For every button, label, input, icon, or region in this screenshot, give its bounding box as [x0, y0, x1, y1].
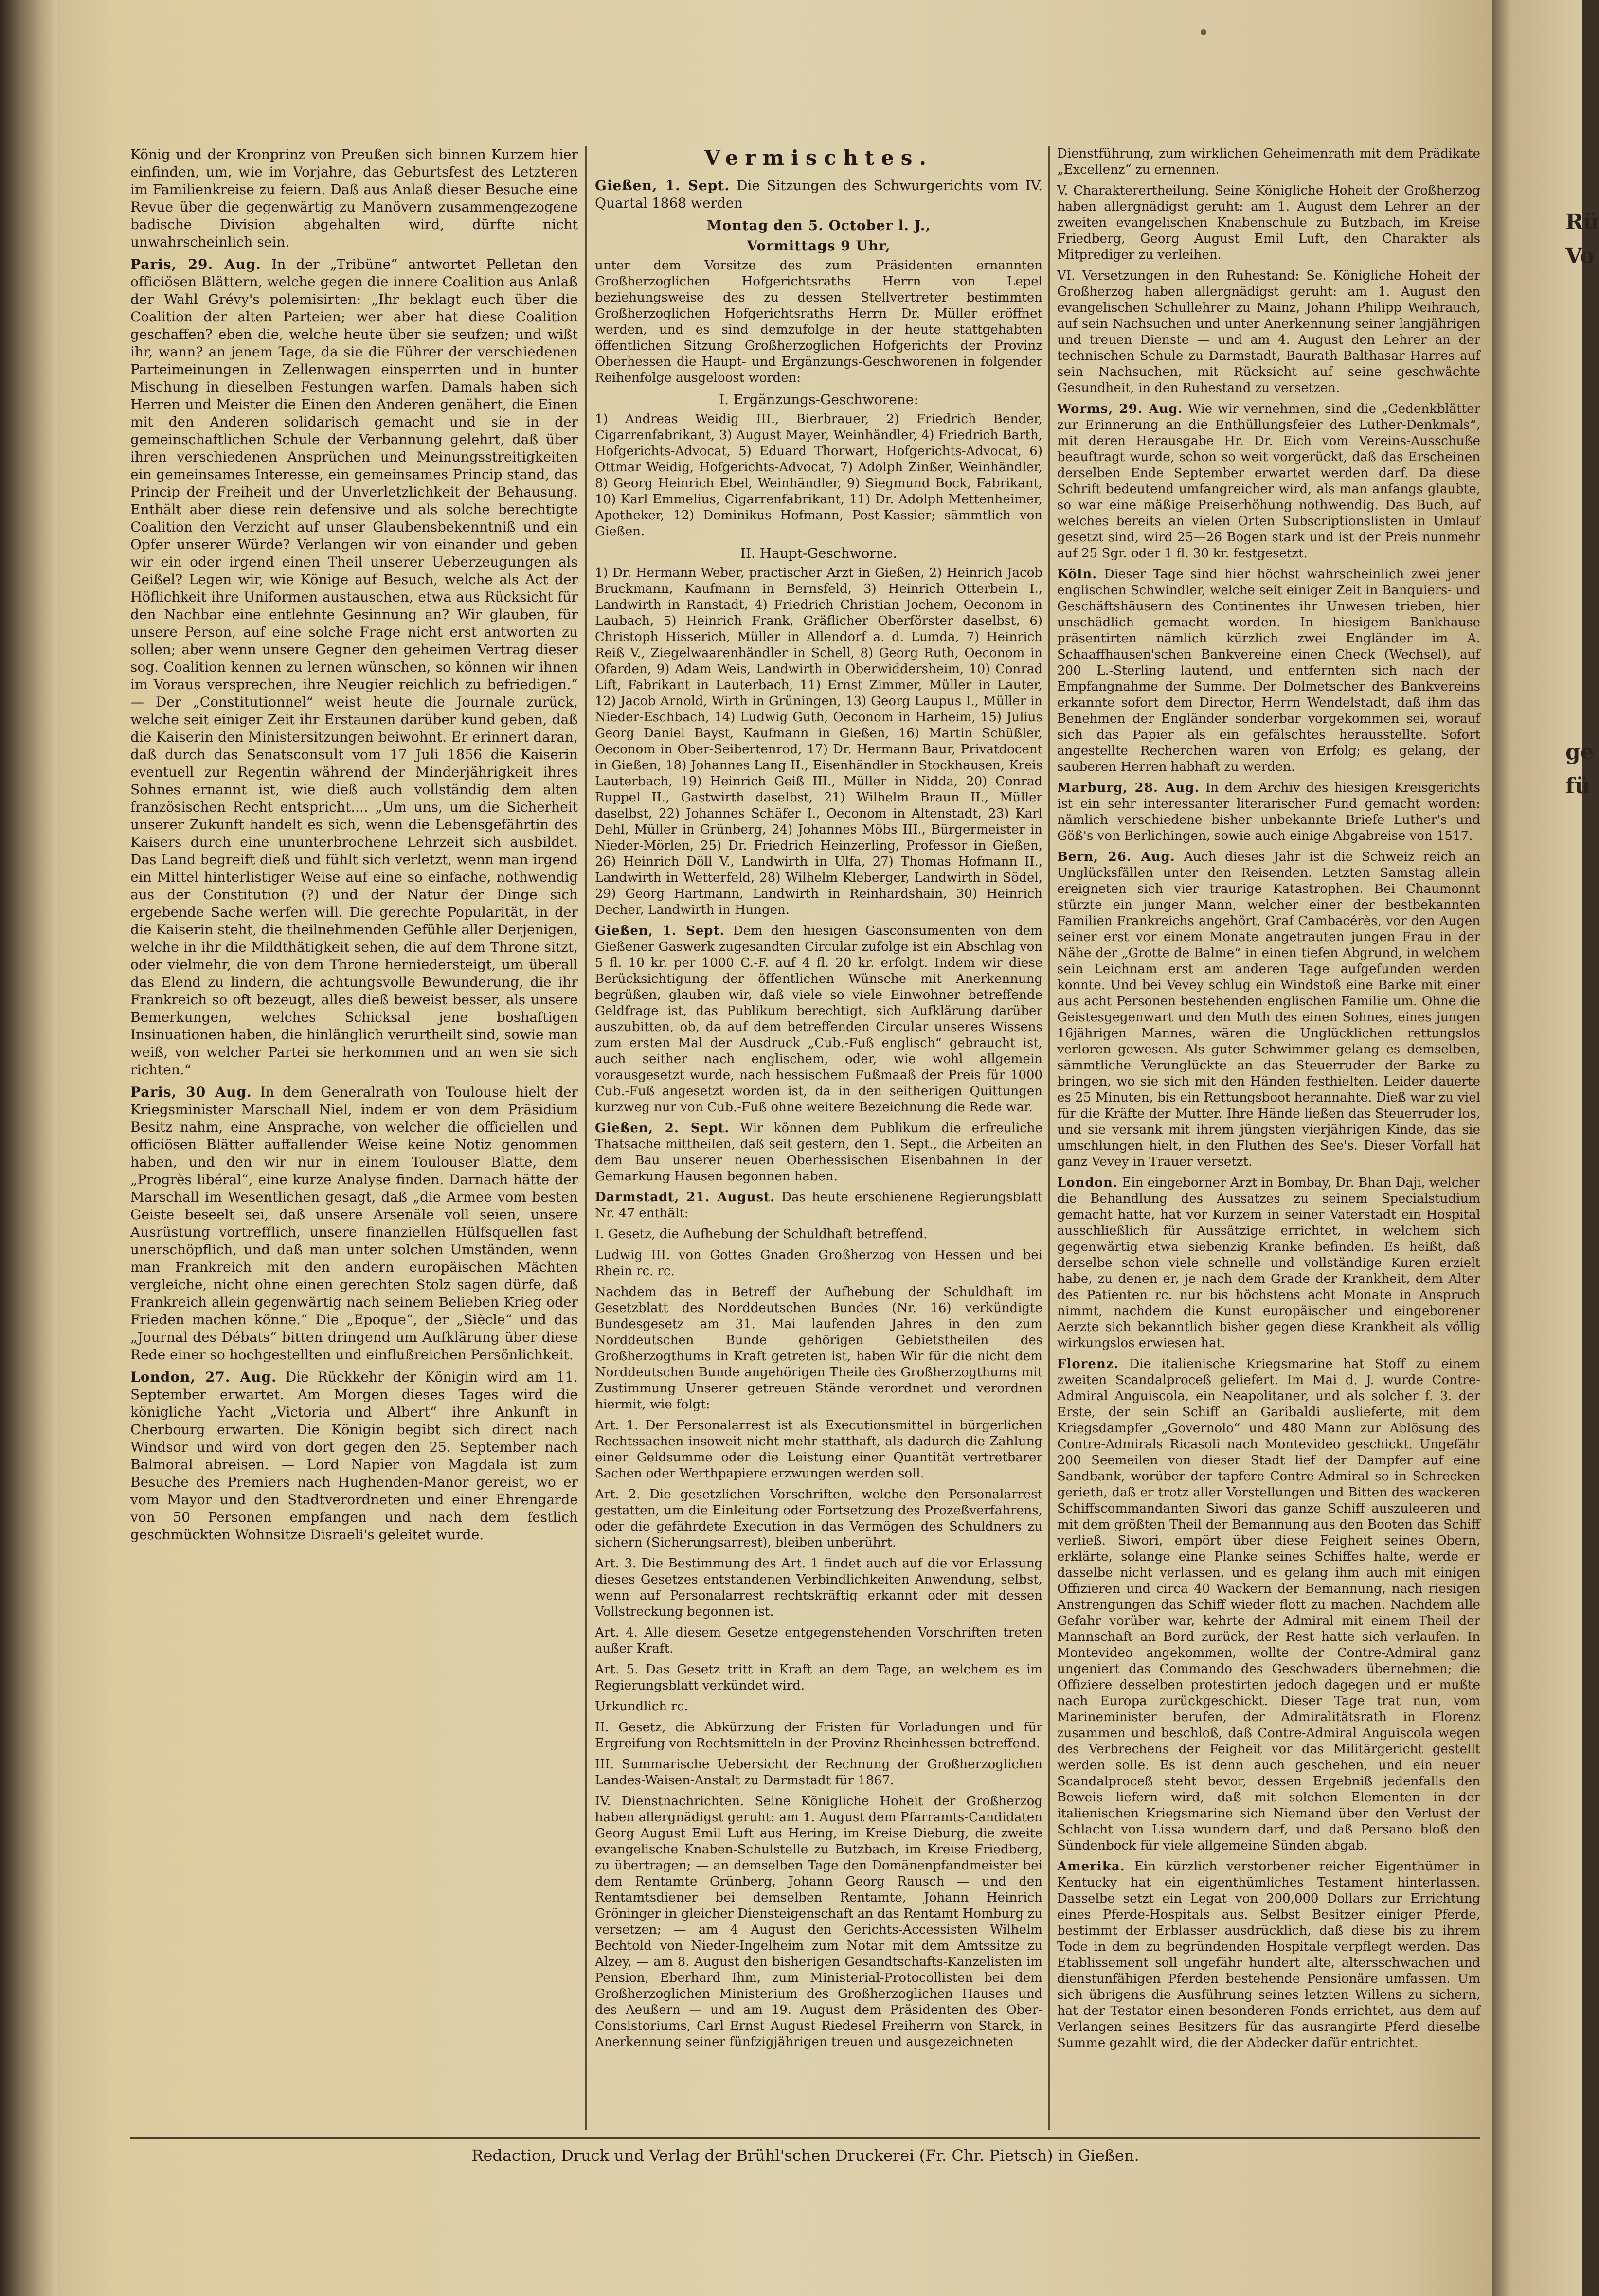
article-dateline: Gießen, 1. Sept. — [595, 178, 730, 194]
article-dateline: Paris, 30 Aug. — [130, 1084, 252, 1100]
column-divider — [1048, 146, 1050, 2130]
article-text: Die Sitzungen des Schwurgerichts vom IV. Quartal 1868 werden — [595, 178, 1043, 211]
article-paragraph — [130, 1084, 578, 1364]
article-paragraph — [595, 923, 1042, 1116]
article-text: König und der Kronprinz von Preußen sich binnen Kurzem hier einfinden, um, wie im Vorjahre, das Geburtsfest des Letzteren im Familienkreise zu feiern. Daß aus Anlaß dieser Besuche eine Revue über die gegenwärtig zu Manövern zusammengezogene badische Division abgehalten wird, dürfte nicht unwahrscheinlich sein. — [130, 146, 578, 250]
article-dateline: Florenz. — [1057, 1357, 1119, 1371]
article-text: Ein eingeborner Arzt in Bombay, Dr. Bhan Daji, welcher die Behandlung des Aussatzes zu seinem Specialstudium gemacht hatte, hat vor Kurzem in seiner Vaterstadt ein Hospital ausschließlich für Aussätzige errichtet, in welchem sich gegenwärtig etwa siebenzig Kranke befinden. Es heißt, daß derselbe schon viele schnelle und vollständige Kuren erzielt habe, zu denen er, je nach dem Grade der Krankheit, dem Alter des Patienten rc. nur bis höchstens acht Monate in Anspruch nimmt, nachdem die Kunst europäischer und eingeborener Aerzte sich bekanntlich bisher gegen diese Krankheit als völlig wirkungslos erwiesen hat. — [1057, 1175, 1480, 1351]
article-text: In dem Archiv des hiesigen Kreisgerichts ist ein sehr interessanter literarischer Fund gemacht worden: nämlich verschiedene bisher unbekannte Briefe Luther's und Göß's von Berlichingen, sowie auch einige Abgabreise von 1517. — [1057, 781, 1481, 843]
law-item: IV. Dienstnachrichten. Seine Königliche Hoheit der Großherzog haben allergnädigst geruht: am 1. August dem Pfarramts-Candidaten Georg August Emil Luft aus Hering, im Kreise Dieburg, die zweite evangelische Knaben-Schulstelle zu Butzbach, im Kreise Friedberg, zu übertragen; — an demselben Tage den Domänenpfandmeister bei dem Rentamte Grünberg, Johann Georg Rausch — und den Rentamtsdiener bei demselben Rentamte, Johann Heinrich Gröninger in gleicher Diensteigenschaft an das Rentamt Homburg zu versetzen; — am 4 August den Gerichts-Accessisten Wilhelm Bechtold von Nieder-Ingelheim zum Notar mit dem Amtssitze zu Alzey, — am 8. August den bisherigen Gesandtschafts-Kanzelisten im Pension, Eberhard Ihm, zum Ministerial-Protocollisten bei dem Großherzoglichen Ministerium des Großherzoglichen Hauses und des Aeußern — und am 19. August dem Präsidenten des Ober-Consistoriums, Carl Ernst August Riedesel Freiherrn von Starck, in Anerkennung seiner fünfzigjährigen treuen und ausgezeichneten — [595, 1794, 1042, 2049]
edge-fragment: ge — [1565, 740, 1594, 765]
article-text: Auch dieses Jahr ist die Schweiz reich an Unglücksfällen unter den Reisenden. Letzten Samstag allein ereigneten sich vier traurige Katastrophen. Bei Chaumonnt stürzte ein junger Mann, welcher einer der bestbekannten Familien Frankreichs angehört, Graf Cambacérès, vor den Augen seiner erst vor einem Monate angetrauten jungen Frau in der Nähe der „Grotte de Balme“ in einen tiefen Abgrund, in welchem sein Leichnam erst am anderen Tage aufgefunden werden konnte. Und bei Vevey schlug ein Windstoß eine Barke mit einer aus acht Personen bestehenden englischen Familie um. Ohne die Geistesgegenwart und den Muth des einen Sohnes, eines jungen 16jährigen Mannes, wären die Unglücklichen rettungslos verloren gewesen. Als guter Schwimmer gelang es demselben, sämmtliche Verunglückte an das Steuerruder der Barke zu bringen, wo sie sich mit den Händen festhielten. Leider dauerte es 25 Minuten, bis ein Rettungsboot herannahte. Dieß war zu viel für die Kräfte der Mutter. Ihre Hände ließen das Steuerruder los, und sie versank mit ihrem jüngsten vierjährigen Kinde, das sie umschlungen hielt, in den Fluthen des See's. Dieser Vorfall hat ganz Vevey in Trauer versetzt. — [1057, 850, 1480, 1169]
article-paragraph — [1057, 567, 1480, 775]
article-paragraph — [130, 256, 578, 1079]
juror-list: 1) Dr. Hermann Weber, practischer Arzt in Gießen, 2) Heinrich Jacob Bruckmann, Kaufmann in Bernsfeld, 3) Heinrich Otterbein I., Landwirth in Ranstadt, 4) Friedrich Christian Jochem, Oeconom in Laubach, 5) Heinrich Frank, Gräflicher Oberförster daselbst, 6) Christoph Hisserich, Müller in Allendorf a. d. Lumda, 7) Heinrich Reiß V., Ziegelwaarenhändler in Schell, 8) Georg Ruth, Oeconom in Ofarden, 9) Adam Weis, Landwirth in Oberwiddersheim, 10) Conrad Lift, Fabrikant in Lauterbach, 11) Ernst Zimmer, Müller in Lauter, 12) Jacob Arnold, Wirth in Grüningen, 13) Georg Laupus I., Müller in Nieder-Eschbach, 14) Ludwig Guth, Oeconom in Harheim, 15) Julius Georg Daniel Bayst, Kaufmann in Gießen, 16) Martin Schüßler, Oeconom in Ober-Seibertenrod, 17) Dr. Hermann Baur, Privatdocent in Gießen, 18) Johannes Lang II., Eisenhändler in Stockhausen, Kreis Lauterbach, 19) Heinrich Geiß III., Müller in Nidda, 20) Conrad Ruppel II., Gastwirth daselbst, 21) Wilhelm Braun II., Müller daselbst, 22) Johannes Schäfer I., Oeconom in Altenstadt, 23) Karl Dehl, Müller in Grünberg, 24) Johannes Möbs III., Bürgermeister in Nieder-Mörlen, 25) Dr. Friedrich Heinzerling, Professor in Gießen, 26) Heinrich Döll V., Landwirth in Ulfa, 27) Thomas Hofmann II., Landwirth in Wetterfeld, 28) Wilhelm Kleberger, Landwirth in Södel, 29) Georg Hartmann, Landwirth in Reinhardshain, 30) Heinrich Decher, Landwirth in Hungen. — [595, 566, 1042, 917]
article-text: Wir können dem Publikum die erfreuliche Thatsache mittheilen, daß seit gestern, den 1. Sept., die Arbeiten an dem Bau unserer neuen Oberhessischen Eisenbahnen in der Gemarkung Hausen begonnen haben. — [595, 1121, 1042, 1184]
article-dateline: Paris, 29. Aug. — [130, 256, 261, 272]
article-dateline: Bern, 26. Aug. — [1057, 850, 1175, 864]
article-dateline: London. — [1057, 1175, 1118, 1190]
column-3 — [1057, 146, 1480, 2130]
article-text: In der „Tribüne“ antwortet Pelletan den officiösen Blättern, welche gegen die innere Coalition aus Anlaß der Wahl Grévy's polemisirten: „Ihr beklagt euch über die Coalition der alten Parteien; wer aber hat diese Coalition geschaffen? eben die, welche heute über sie seufzen; und wißt ihr, wann? an jenem Tage, da sie die Führer der verschiedenen Parteimeinungen in Zellenwagen einsperrten und in bunter Mischung in dieselben Festungen warfen. Damals haben sich Herren und Meister die Einen den Anderen genähert, die Einen mit den Anderen solidarisch gemacht und sie in der gemeinschaftlichen Schule der Verbannung gelehrt, daß über ihren verschiedenen Ansprüchen und Meinungsstreitigkeiten ein gemeinsames Interesse, ein gemeinsames Princip stand, das Princip der Freiheit und der Unverletzlichkeit der Behausung. Enthält aber diese rein defensive und als solche berechtigte Coalition den Verzicht auf unser Glaubensbekenntniß und ein Opfer unserer Würde? Verlangen wir von einander und geben wir ein oder irgend einen Theil unserer Ueberzeugungen als Geißel? Legen wir, wie Könige auf Besuch, welche als Act der Höflichkeit ihre Uniformen austauschen, etwa aus Rücksicht für den Nachbar eine entlehnte Gesinnung an? Wir glauben, für unsere Person, auf eine solche Frage nicht erst antworten zu sollen; aber wenn unsere Gegner den geheimen Vertrag dieser sog. Coalition kennen zu lernen wünschen, so können wir ihnen im Voraus versprechen, ihre Neugier reichlich zu befriedigen.“ — Der „Constitutionnel“ weist heute die Journale zurück, welche seit einiger Zeit ihr Erstaunen darüber kund geben, daß die Kaiserin den Ministersitzungen beiwohnt. Er erinnert daran, daß durch das Senatsconsult vom 17 Juli 1856 die Kaiserin eventuell zur Regentin während der Minderjährigkeit ihres Sohnes ernannt ist, wie dieß auch vollständig dem alten französischen Recht entspricht.... „Um uns, um die Sicherheit unserer Zukunft handelt es sich, wenn die Lebensgefährtin des Kaisers durch eine ununterbrochene Lehrzeit sich ausbildet. Das Land begreift dieß und fühlt sich verletzt, wenn man irgend ein Mittel hinterlistiger Weise auf eine so einfache, nothwendig aus der Constitution (?) und der Natur der Dinge sich ergebende Sache werfen will. Die gerechte Popularität, in der die Kaiserin steht, die theilnehmenden Gefühle aller Derjenigen, welche in ihr die Mildthätigkeit sehen, die auf dem Throne sitzt, oder vielmehr, die von dem Throne herniedersteigt, um überall das Elend zu lindern, die achtungsvolle Bewunderung, die ihr Frankreich so oft bezeugt, alles dieß beweist besser, als unsere Bemerkungen, welches Schicksal jene boshaftigen Insinuationen haben, die hinlänglich verurtheilt sind, sowie man weiß, von welcher Partei sie herkommen und an wen sie sich richten.“ — [130, 256, 578, 1078]
article-text: Die italienische Kriegsmarine hat Stoff zu einem zweiten Scandalproceß geliefert. Im Mai d. J. wurde Contre-Admiral Anguiscola, ein Neapolitaner, und als solcher f. 3. der Erste, der sein Schiff an Garibaldi auslieferte, mit dem Kriegsdampfer „Governolo“ und 480 Mann zur Ablösung des Contre-Admirals Ricasoli nach Montevideo geschickt. Ungefähr 200 Seemeilen von dieser Stadt lief der Dampfer auf eine Sandbank, worüber der tapfere Contre-Admiral so in Schrecken gerieth, daß er trotz aller Vorstellungen und Bitten des wackeren Schiffscommandanten Siwori das ganze Schiff auszuleeren und mit dem größten Theil der Bemannung aus den Booten das Schiff verließ. Siwori, empört über diese Feigheit seines Obern, erklärte, solange eine Planke seines Schiffes halte, werde er dasselbe nicht verlassen, und es gelang ihm auch mit einigen Offizieren und circa 40 Wackern der Bemannung, nach riesigen Anstrengungen das Schiff wieder flott zu machen. Nachdem alle Gefahr vorüber war, kehrte der Admiral mit einem Theil der Mannschaft an Bord zurück, der Rest hatte sich verlaufen. In Montevideo angekommen, wollte der Contre-Admiral ganz ungeniert das Commando des Geschwaders übernehmen; die Offiziere desselben protestirten jedoch dagegen und er mußte nach Europa zurückgeschickt. Dieser Tage trat nun, vom Marineminister berufen, der Admiralitätsrath in Florenz zusammen und beschloß, daß Contre-Admiral Anguiscola wegen des Verbrechens der Feigheit vor das Militärgericht gestellt werden solle. Es ist denn auch geschehen, und ein neuer Scandalproceß steht bevor, dessen Ergebniß jedenfalls den Beweis liefern wird, daß mit solchen Elementen in der italienischen Kriegsmarine sich Niemand über den Verlust der Schlacht von Lissa wundern darf, und daß Persano bloß den Sündenbock für viele allgemeine Sünden abgab. — [1057, 1357, 1480, 1853]
imprint-footer: Redaction, Druck und Verlag der Brühl'schen Druckerei (Fr. Chr. Pietsch) in Gießen. — [471, 2146, 1139, 2165]
book-spine — [0, 0, 57, 2296]
article-text: Wie wir vernehmen, sind die „Gedenkblätter zur Erinnerung an die Enthüllungsfeier des Luther-Denkmals“, mit deren Herausgabe Hr. Dr. Eich vom Vereins-Ausschuße beauftragt wurde, schon so weit vorgerückt, daß das Erscheinen derselben Ende September erwartet werden darf. Da diese Schrift bedeutend umfangreicher wird, als man anfangs glaubte, so war eine mäßige Preiserhöhung nothwendig. Das Buch, auf welches bereits an vielen Orten Subscriptionslisten in Umlauf gesetzt sind, wird 25—26 Bogen stark und ist der Preis nunmehr auf 25 Sgr. oder 1 fl. 30 kr. festgesetzt. — [1057, 402, 1480, 561]
article-paragraph — [1057, 268, 1480, 396]
law-item: II. Gesetz, die Abkürzung der Fristen für Vorladungen und für Ergreifung von Rechtsmitteln in der Provinz Rheinhessen betreffend. — [595, 1720, 1042, 1751]
law-article: Art. 5. Das Gesetz tritt in Kraft an dem Tage, an welchem es im Regierungsblatt verkündet wird. — [595, 1662, 1042, 1693]
article-paragraph — [1057, 183, 1480, 263]
footer-divider — [130, 2137, 1480, 2139]
article-paragraph — [130, 1369, 578, 1544]
law-preamble: Nachdem das in Betreff der Aufhebung der Schuldhaft im Gesetzblatt des Norddeutschen Bundes (Nr. 16) verkündigte Bundesgesetz am 31. Mai laufenden Jahres in den zum Norddeutschen Bunde gehörigen Gebietstheilen des Großherzogthums in Kraft getreten ist, haben Wir für die nicht dem Norddeutschen Bunde angehörigen Theile des Großherzogthums mit Zustimmung Unserer getreuen Stände verordnet und verordnen hiermit, wie folgt: — [595, 1285, 1042, 1412]
section-title: Vermischtes. — [704, 146, 934, 170]
article-dateline: Gießen, 2. Sept. — [595, 1121, 730, 1136]
ink-dot — [1201, 29, 1206, 35]
adjacent-page-edge — [1492, 0, 1599, 2296]
session-time: Vormittags 9 Uhr, — [747, 238, 891, 254]
law-article: Art. 2. Die gesetzlichen Vorschriften, welche den Personalarrest gestatten, um die Einleitung oder Fortsetzung des Prozeßverfahrens, oder die gefährdete Execution in das Vermögen des Schuldners zu sichern (Sicherungsarrest), bleiben unberührt. — [595, 1487, 1042, 1550]
law-item: I. Gesetz, die Aufhebung der Schuldhaft betreffend. — [595, 1227, 928, 1242]
article-text: Dieser Tage sind hier höchst wahrscheinlich zwei jener englischen Schwindler, welche seit einiger Zeit in Banquiers- und Geschäftshäusern des Continentes ihr Unwesen trieben, hier unschädlich gemacht worden. In hiesigem Bankhause präsentirten nämlich kürzlich zwei Engländer im A. Schaaffhausen'schen Bankvereine einen Check (Wechsel), auf 200 L.-Sterling lautend, und entfernten sich nach der Empfangnahme der Summe. Der Dolmetscher des Bankvereins erkannte sofort dem Director, Herrn Wendelstadt, daß ihm das Benehmen der Engländer sonderbar vorgekommen sei, worauf sich das Papier als ein gefälschtes herausstellte. Sofort angestellte Recherchen waren von Erfolg; es gelang, der sauberen Herren habhaft zu werden. — [1057, 567, 1480, 774]
article-paragraph — [1057, 780, 1480, 844]
article-dateline: Köln. — [1057, 567, 1097, 582]
session-date: Montag den 5. October l. J., — [706, 217, 931, 233]
column-2 — [595, 146, 1042, 2130]
article-text: Dienstführung, zum wirklichen Geheimenrath mit dem Prädikate „Excellenz“ zu ernennen. — [1057, 146, 1480, 177]
article-paragraph — [1057, 146, 1480, 178]
article-text: Dem den hiesigen Gasconsumenten von dem Gießener Gaswerk zugesandten Circular zufolge ist ein Abschlag von 5 fl. 10 kr. per 1000 C.-F. auf 4 fl. 20 kr. erfolgt. Indem wir diese Berücksichtigung der öffentlichen Wünsche mit Anerkennung begrüßen, glauben wir, daß viele so viele Einwohner betreffende Geldfrage ist, das Publikum berechtigt, sich Aufklärung darüber auszubitten, ob, da auf dem betreffenden Circular unseres Wissens zum ersten Mal der Ausdruck „Cub.-Fuß englisch“ gebraucht ist, auch seither nach englischem, oder, wie wohl allgemein vorausgesetzt wurde, nach hessischem Fußmaaß der Preis für 1000 Cub.-Fuß angesetzt worden ist, da in den seitherigen Quittungen kurzweg nur von Cub.-Fuß ohne weitere Bezeichnung die Rede war. — [595, 924, 1042, 1115]
article-dateline: Gießen, 1. Sept. — [595, 924, 725, 938]
article-text: V. Charakterertheilung. Seine Königliche Hoheit der Großherzog haben allergnädigst geruht: am 1. August dem Lehrer an der zweiten evangelischen Knabenschule zu Butzbach, im Kreise Friedberg, Georg August Emil Luft, den Charakter als Mitprediger zu verleihen. — [1057, 183, 1480, 262]
edge-fragment: fü — [1565, 774, 1590, 799]
article-dateline: London, 27. Aug. — [130, 1369, 277, 1385]
law-article: Art. 1. Der Personalarrest ist als Executionsmittel in bürgerlichen Rechtssachen insoweit nicht mehr statthaft, als dadurch die Zahlung einer Geldsumme oder die Leistung einer Quantität vertretbarer Sachen oder Werthpapiere erzwungen werden soll. — [595, 1418, 1042, 1481]
edge-fragment: Rü — [1565, 210, 1599, 234]
article-dateline: Worms, 29. Aug. — [1057, 402, 1183, 416]
law-signature: Urkundlich rc. — [595, 1699, 688, 1714]
article-dateline: Marburg, 28. Aug. — [1057, 781, 1200, 795]
article-paragraph — [1057, 849, 1480, 1170]
article-text: In dem Generalrath von Toulouse hielt der Kriegsminister Marschall Niel, indem er von dem Präsidium Besitz nahm, eine Ansprache, von welcher die officiellen und officiösen Blätter auffallender Weise keine Notiz genommen haben, und den wir nur in einem Toulouser Blatte, dem „Progrès libéral“, eine kurze Analyse finden. Darnach hätte der Marschall im Wesentlichen gesagt, daß „die Armee vom besten Geiste beseelt sei, daß unsere Arsenäle voll seien, unsere Ausrüstung vortrefflich, unsere finanziellen Hülfsquellen fast unerschöpflich, und daß man unter solchen Umständen, wenn man Frankreich mit den andern europäischen Mächten vergleiche, nicht ohne einen gerechten Stolz sagen dürfe, daß Frankreich allein gegenwärtig nach seinem Belieben Krieg oder Frieden machen könne.“ Die „Epoque“, der „Siècle“ und das „Journal des Débats“ bitten dringend um Aufklärung über diese Rede einer so hochgestellten und einflußreichen Persönlichkeit. — [130, 1084, 578, 1363]
article-paragraph — [130, 146, 578, 251]
list-heading: II. Haupt-Geschworne. — [740, 545, 898, 561]
article-text: Das heute erschienene Regierungsblatt Nr. 47 enthält: — [595, 1190, 1043, 1221]
list-heading: I. Ergänzungs-Geschworene: — [719, 392, 918, 408]
article-paragraph — [1057, 1175, 1480, 1352]
law-article: Art. 3. Die Bestimmung des Art. 1 findet auch auf die vor Erlassung dieses Gesetzes entstandenen Verbindlichkeiten Anwendung, selbst, wenn auf Personalarrest rechtskräftig erkannt oder mit dessen Vollstreckung begonnen ist. — [595, 1556, 1042, 1619]
juror-list: 1) Andreas Weidig III., Bierbrauer, 2) Friedrich Bender, Cigarrenfabrikant, 3) August Mayer, Weinhändler, 4) Friedrich Barth, Hofgerichts-Advocat, 5) Eduard Thorwart, Hofgerichts-Advocat, 6) Ottmar Weidig, Hofgerichts-Advocat, 7) Adolph Zinßer, Weinhändler, 8) Georg Heinrich Ebel, Weinhändler, 9) Siegmund Bock, Fabrikant, 10) Karl Emmelius, Cigarrenfabrikant, 11) Dr. Adolph Mettenheimer, Apotheker, 12) Dominikus Hofmann, Post-Kassier; sämmtlich von Gießen. — [595, 412, 1042, 539]
article-paragraph — [595, 177, 1042, 212]
article-dateline: Darmstadt, 21. August. — [595, 1190, 775, 1205]
article-paragraph — [595, 1121, 1042, 1185]
article-text: Ein kürzlich verstorbener reicher Eigenthümer in Kentucky hat ein eigenthümliches Testament hinterlassen. Dasselbe setzt ein Legat von 200,000 Dollars zur Errichtung eines Pferde-Hospitals aus. Selbst Besitzer einiger Pferde, bestimmt der Erblasser ausdrücklich, daß diese bis zu ihrem Tode in dem zu begründenden Hospitale verpflegt werden. Das Etablissement soll ungefähr hundert alte, altersschwachen und dienstunfähigen Pferden bestehende Pensionäre umfassen. Um sich übrigens die Ausführung seines letzten Willens zu sichern, hat der Testator einen besonderen Fonds errichtet, aus dem auf Verlangen seines Besitzers für das ausrangirte Pferd dieselbe Summe gezahlt wird, die der Abdecker dafür entrichtet. — [1057, 1859, 1481, 2050]
article-text: unter dem Vorsitze des zum Präsidenten ernannten Großherzoglichen Hofgerichtsraths Herrn von Lepel beziehungsweise des zu dessen Stellvertreter bestimmten Großherzoglichen Hofgerichtsraths Herrn Dr. Müller eröffnet werden, und es sind demzufolge in der heute stattgehabten öffentlichen Sitzung Großherzoglichen Hofgerichts der Provinz Oberhessen die Haupt- und Ergänzungs-Geschworenen in folgender Reihenfolge ausgeloost worden: — [595, 258, 1042, 385]
law-article: Art. 4. Alle diesem Gesetze entgegenstehenden Vorschriften treten außer Kraft. — [595, 1625, 1042, 1656]
article-paragraph — [595, 1190, 1042, 1222]
law-item: III. Summarische Uebersicht der Rechnung der Großherzoglichen Landes-Waisen-Anstalt zu Darmstadt für 1867. — [595, 1757, 1042, 1788]
article-paragraph — [1057, 401, 1480, 562]
article-text: Die Rückkehr der Königin wird am 11. September erwartet. Am Morgen dieses Tages wird die königliche Yacht „Victoria und Albert“ ihre Ankunft in Cherbourg erwarten. Die Königin begibt sich direct nach Windsor und wird von dort gegen den 25. September nach Balmoral abreisen. — Lord Napier von Magdala ist zum Besuche des Premiers nach Hughenden-Manor gereist, wo er vom Mayor und den Stadtverordneten und einer Ehrengarde von 50 Personen empfangen und nach dem festlich geschmückten Wohnsitze Disraeli's geleitet wurde. — [130, 1369, 578, 1543]
edge-fragment: Vo — [1565, 244, 1595, 268]
article-paragraph — [1057, 1859, 1480, 2051]
law-preamble: Ludwig III. von Gottes Gnaden Großherzog von Hessen und bei Rhein rc. rc. — [595, 1248, 1042, 1279]
article-dateline: Amerika. — [1057, 1859, 1125, 1874]
article-text: VI. Versetzungen in den Ruhestand: Se. Königliche Hoheit der Großherzog haben allergnädigst geruht: am 1. August den evangelischen Schullehrer zu Mainz, Johann Philipp Weihrauch, auf sein Nachsuchen und unter Anerkennung seiner langjährigen und treuen Dienste — und am 4. August den Lehrer an der technischen Schule zu Darmstadt, Baurath Balthasar Harres auf sein Nachsuchen, mit Rücksicht auf seine geschwächte Gesundheit, in den Ruhestand zu versetzen. — [1057, 268, 1480, 395]
column-divider — [585, 146, 587, 2130]
newspaper-page — [57, 0, 1492, 2296]
article-paragraph — [1057, 1356, 1480, 1854]
column-1 — [130, 146, 578, 2130]
